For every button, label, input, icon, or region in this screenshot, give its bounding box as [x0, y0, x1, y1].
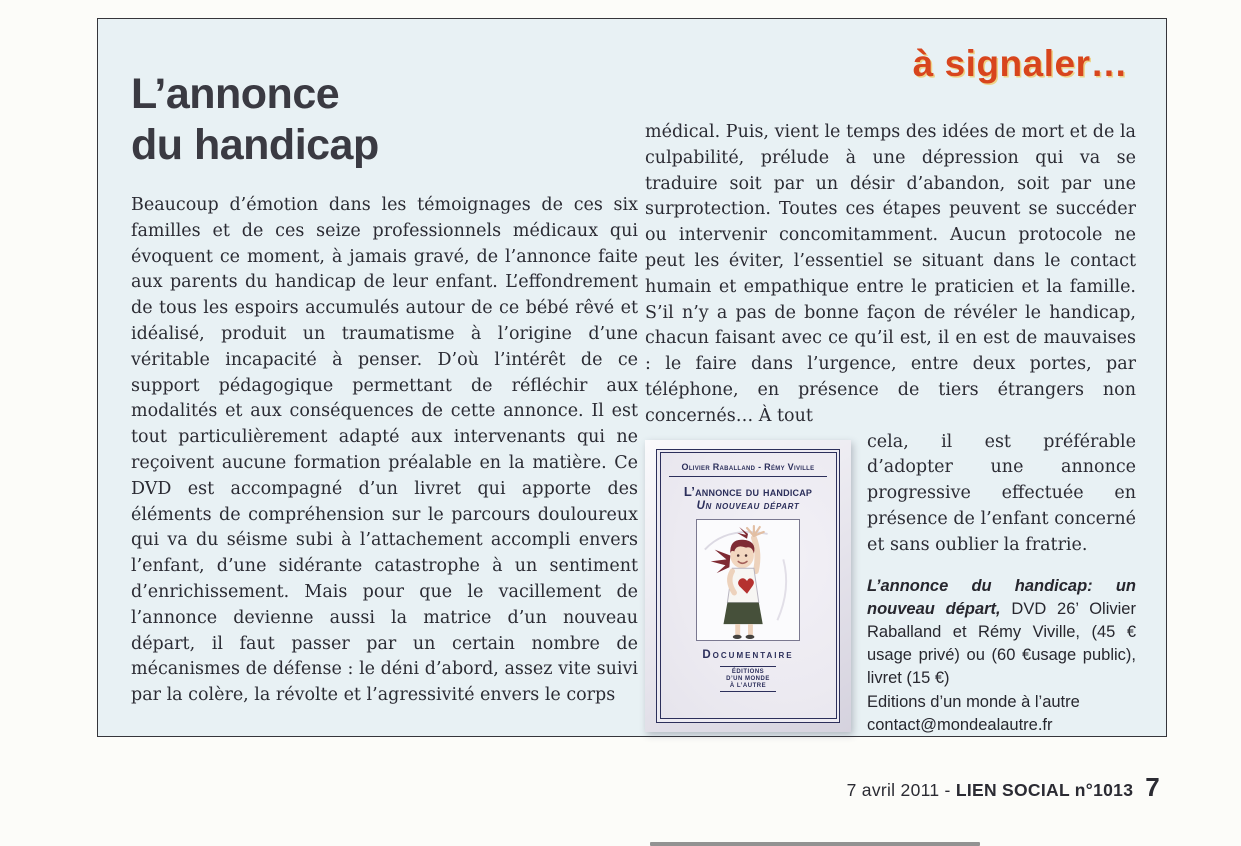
footer-journal-title: LIEN SOCIAL n°1013: [955, 780, 1134, 800]
caption-details: DVD 26’ Olivier Raballand et Rémy Viville, (45 € usage privé) ou (60 €usage public), livret (15 €): [867, 599, 1136, 687]
article-panel: [97, 18, 1167, 737]
dvd-cover-photo: [645, 440, 851, 732]
page-number: 7: [1145, 772, 1160, 802]
dvd-publisher-line3: À L’AUTRE: [729, 682, 767, 689]
left-column-text: Beaucoup d’émotion dans les témoignages de ces six familles et de ces seize professionnels médicaux qui évoquent ce moment, à jamais gravé, de l’annonce faite aux parents du handicap de leur enfant. L’effondrement de tous les espoirs accumulés autour de ce bébé rêvé et idéalisé, produit un traumatisme à l’origine d’une véritable incapacité à penser. D’où l’intérêt de ce support pédagogique permettant de réfléchir aux modalités et aux conséquences de cette annonce. Il est tout particulièrement adapté aux intervenants qui ne reçoivent aucune formation préalable en la matière. Ce DVD est accompagné d’un livret qui apporte des éléments de compréhension sur le parcours douloureux qui va du séisme subi à l’attachement accompli envers l’enfant, d’une sidérante catastrophe à un sentiment d’enrichissement. Mais pour que le vacillement de l’annonce devienne aussi la matrice d’un nouveau départ, il faut passer par un certain nombre de mécanismes de défense : le déni d’abord, assez vite suivi par la colère, la révolte et l’agressivité envers le corps: [131, 195, 638, 706]
scan-artifact: [650, 842, 980, 846]
section-label: à signaler…: [912, 43, 1128, 84]
article-title: [131, 69, 379, 171]
dvd-publisher-line1: ÉDITIONS: [731, 668, 765, 675]
dvd-authors: Olivier Raballand - Rémy Viville: [669, 462, 827, 477]
dvd-title: L’annonce du handicap: [683, 484, 813, 500]
dvd-publisher-logo: [720, 666, 776, 692]
caption-title: L’annonce du handicap: un nouveau départ,: [867, 576, 1136, 618]
caption-contact: contact@mondealautre.fr: [867, 715, 1053, 734]
article-title-line1: L’annonce: [131, 70, 340, 118]
right-column-text-part2: cela, il est préférable d’adopter une annonce progressive effectuée en présence de l’enfant concerné et sans oublier la fratrie.: [867, 431, 1136, 555]
footer-date: 7 avril 2011 -: [846, 780, 956, 800]
dvd-genre: Documentaire: [702, 649, 794, 662]
girl-with-heart-drawing: [697, 520, 799, 640]
dvd-publisher-line2: D’UN MONDE: [726, 675, 770, 682]
caption-publisher: Editions d’un monde à l’autre: [867, 692, 1080, 711]
page-footer: [847, 772, 1160, 803]
dvd-subtitle: Un nouveau départ: [696, 500, 800, 513]
dvd-cover-illustration: [696, 519, 800, 641]
left-column: [131, 193, 638, 709]
dvd-cover-frame: [656, 449, 840, 723]
article-title-line2: du handicap: [131, 121, 379, 169]
right-column: [645, 120, 1136, 738]
right-column-text-part1: médical. Puis, vient le temps des idées de mort et de la culpabilité, prélude à une dépression qui va se traduire soit par un désir d’abandon, soit par une surprotection. Toutes ces étapes peuvent se succéder ou intervenir concomitamment. Aucun protocole ne peut les éviter, l’essentiel se situant dans le contact humain et empathique entre le praticien et la famille. S’il n’y a pas de bonne façon de révéler le handicap, chacun faisant avec ce qu’il est, il en est de mauvaises : le faire dans l’urgence, entre deux portes, par téléphone, en présence de tiers étrangers non concernés… À tout: [645, 122, 1136, 426]
